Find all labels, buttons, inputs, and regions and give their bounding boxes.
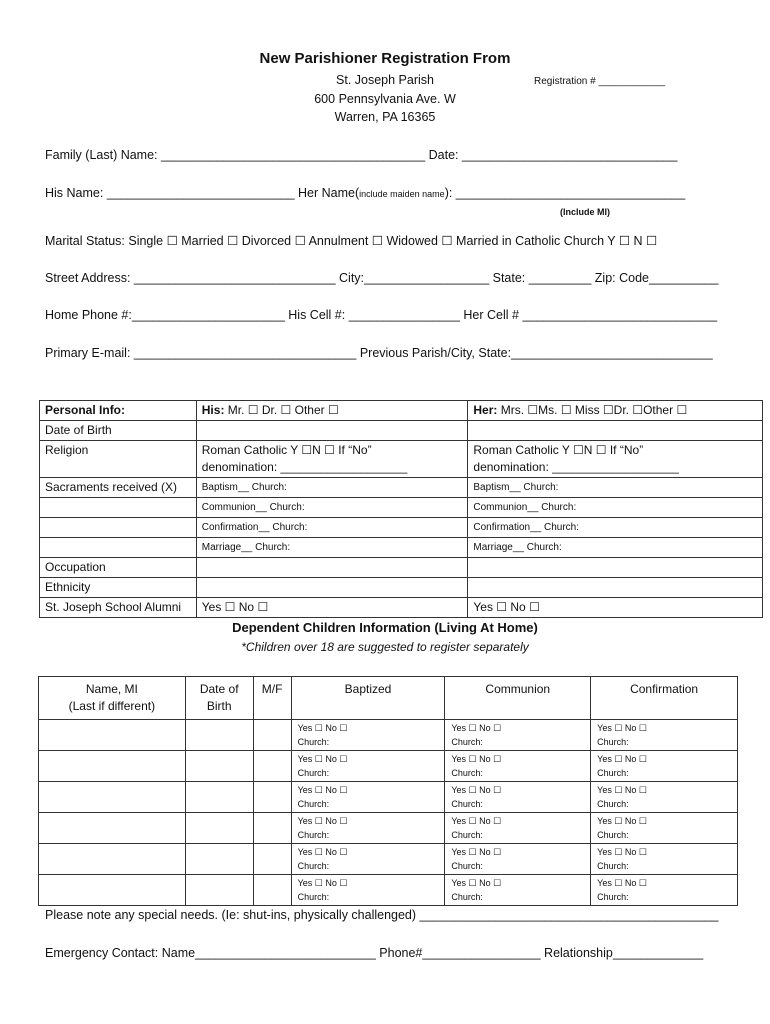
child-name-cell[interactable]	[39, 720, 186, 751]
child-dob-cell[interactable]	[185, 751, 253, 782]
yes-no-checkbox[interactable]: Yes ☐ No ☐	[597, 878, 647, 888]
yes-no-checkbox[interactable]: Yes ☐ No ☐	[297, 816, 348, 826]
child-mf-cell[interactable]	[253, 813, 291, 844]
table-row	[39, 782, 738, 813]
church-field[interactable]: Church:	[297, 892, 330, 902]
child-name-cell[interactable]	[39, 813, 186, 844]
email-parish-line[interactable]: Primary E-mail: ________________________________ Previous Parish/City, State:_____________________________	[45, 346, 713, 360]
table-row	[40, 578, 763, 598]
child-baptized-cell[interactable]	[291, 751, 445, 782]
child-dob-cell[interactable]	[185, 782, 253, 813]
church-field[interactable]: Church:	[451, 861, 483, 871]
table-row	[40, 401, 763, 421]
child-name-cell[interactable]	[39, 844, 186, 875]
child-dob-cell[interactable]	[185, 844, 253, 875]
family-name-date-line[interactable]: Family (Last) Name: ______________________________________ Date: _______________________________	[45, 148, 678, 162]
table-row	[39, 844, 738, 875]
her-ethnicity-cell[interactable]	[468, 578, 763, 598]
her-marriage-cell[interactable]: Marriage__ Church:	[468, 538, 763, 558]
children-table	[38, 676, 738, 906]
his-religion-cell[interactable]	[196, 441, 468, 478]
his-dob-cell[interactable]	[196, 421, 468, 441]
table-row	[40, 421, 763, 441]
child-communion-cell[interactable]	[445, 751, 591, 782]
ethnicity-label: Ethnicity	[40, 578, 197, 598]
children-note: *Children over 18 are suggested to register separately	[241, 640, 529, 654]
church-field[interactable]: Church:	[597, 768, 629, 778]
his-religion-line2: denomination: ___________________	[201, 460, 408, 474]
table-row	[40, 538, 763, 558]
child-communion-cell[interactable]	[445, 720, 591, 751]
church-field[interactable]: Church:	[297, 830, 330, 840]
table-row	[40, 598, 763, 618]
table-row	[39, 813, 738, 844]
yes-no-checkbox[interactable]: Yes ☐ No ☐	[451, 878, 502, 888]
his-marriage-cell[interactable]: Marriage__ Church:	[196, 538, 468, 558]
his-her-name-line[interactable]	[45, 186, 685, 200]
yes-no-checkbox[interactable]: Yes ☐ No ☐	[451, 723, 502, 733]
her-communion-cell[interactable]: Communion__ Church:	[468, 498, 763, 518]
child-baptized-cell[interactable]	[291, 813, 445, 844]
yes-no-checkbox[interactable]: Yes ☐ No ☐	[597, 754, 647, 764]
church-field[interactable]: Church:	[597, 892, 629, 902]
her-alumni-cell[interactable]: Yes ☐ No ☐	[468, 598, 763, 618]
religion-label: Religion	[40, 441, 197, 478]
yes-no-checkbox[interactable]: Yes ☐ No ☐	[297, 754, 348, 764]
col-dob-line2: Birth	[206, 699, 232, 713]
col-confirmation-header: Confirmation	[591, 677, 738, 720]
his-occupation-cell[interactable]	[196, 558, 468, 578]
his-alumni-cell[interactable]: Yes ☐ No ☐	[196, 598, 468, 618]
table-row	[39, 720, 738, 751]
child-confirmation-cell[interactable]	[591, 720, 738, 751]
her-label: Her:	[473, 403, 498, 417]
church-field[interactable]: Church:	[451, 737, 483, 747]
church-field[interactable]: Church:	[597, 830, 629, 840]
child-dob-cell[interactable]	[185, 813, 253, 844]
col-name-line2: (Last if different)	[68, 699, 156, 713]
col-mf-header: M/F	[253, 677, 291, 720]
alumni-label: St. Joseph School Alumni	[40, 598, 197, 618]
col-dob-line1: Date of	[199, 682, 239, 696]
child-communion-cell[interactable]	[445, 813, 591, 844]
child-communion-cell[interactable]	[445, 875, 591, 906]
sacraments-label: Sacraments received (X)	[40, 478, 197, 498]
street-address-line[interactable]: Street Address: _____________________________ City:__________________ State: _________ Zip: Code__________	[45, 271, 719, 285]
child-baptized-cell[interactable]	[291, 720, 445, 751]
parish-name: St. Joseph Parish	[336, 73, 434, 87]
child-confirmation-cell[interactable]	[591, 844, 738, 875]
child-mf-cell[interactable]	[253, 782, 291, 813]
marital-status-line[interactable]: Marital Status: Single ☐ Married ☐ Divorced ☐ Annulment ☐ Widowed ☐ Married in Catholic Church Y ☐ N ☐	[45, 234, 658, 248]
child-dob-cell[interactable]	[185, 720, 253, 751]
her-title-options[interactable]	[468, 401, 763, 421]
child-baptized-cell[interactable]	[291, 782, 445, 813]
child-name-cell[interactable]	[39, 782, 186, 813]
her-baptism-cell[interactable]: Baptism__ Church:	[468, 478, 763, 498]
child-name-cell[interactable]	[39, 875, 186, 906]
child-dob-cell[interactable]	[185, 875, 253, 906]
his-religion-line1: Roman Catholic Y ☐N ☐ If “No”	[201, 443, 372, 457]
child-baptized-cell[interactable]	[291, 875, 445, 906]
child-mf-cell[interactable]	[253, 875, 291, 906]
her-title-choices: Mrs. ☐Ms. ☐ Miss ☐Dr. ☐Other ☐	[497, 403, 688, 417]
church-field[interactable]: Church:	[297, 737, 330, 747]
child-baptized-cell[interactable]	[291, 844, 445, 875]
church-field[interactable]: Church:	[597, 737, 629, 747]
child-confirmation-cell[interactable]	[591, 751, 738, 782]
yes-no-checkbox[interactable]: Yes ☐ No ☐	[597, 816, 647, 826]
include-maiden-note: include maiden name	[359, 189, 445, 199]
his-title-options[interactable]	[196, 401, 468, 421]
child-communion-cell[interactable]	[445, 782, 591, 813]
table-row	[40, 478, 763, 498]
child-name-cell[interactable]	[39, 751, 186, 782]
church-field[interactable]: Church:	[297, 861, 330, 871]
child-confirmation-cell[interactable]	[591, 875, 738, 906]
parish-address-line2: Warren, PA 16365	[334, 110, 436, 124]
table-row	[39, 875, 738, 906]
yes-no-checkbox[interactable]: Yes ☐ No ☐	[451, 785, 502, 795]
personal-info-table	[39, 400, 763, 618]
his-confirmation-cell[interactable]: Confirmation__ Church:	[196, 518, 468, 538]
yes-no-checkbox[interactable]: Yes ☐ No ☐	[297, 847, 348, 857]
child-mf-cell[interactable]	[253, 751, 291, 782]
col-name-header	[39, 677, 186, 720]
yes-no-checkbox[interactable]: Yes ☐ No ☐	[451, 816, 502, 826]
church-field[interactable]: Church:	[451, 799, 483, 809]
church-field[interactable]: Church:	[451, 892, 483, 902]
children-rows	[39, 720, 738, 906]
child-mf-cell[interactable]	[253, 720, 291, 751]
his-communion-cell[interactable]: Communion__ Church:	[196, 498, 468, 518]
col-communion-header: Communion	[445, 677, 591, 720]
his-title-choices: Mr. ☐ Dr. ☐ Other ☐	[224, 403, 339, 417]
special-needs-line[interactable]: Please note any special needs. (Ie: shut-ins, physically challenged) ___________________________________________	[45, 908, 719, 922]
empty-label-cell	[40, 498, 197, 518]
emergency-contact-line[interactable]: Emergency Contact: Name__________________________ Phone#_________________ Relationship_____________	[45, 946, 704, 960]
yes-no-checkbox[interactable]: Yes ☐ No ☐	[297, 723, 348, 733]
yes-no-checkbox[interactable]: Yes ☐ No ☐	[597, 785, 647, 795]
yes-no-checkbox[interactable]: Yes ☐ No ☐	[597, 847, 647, 857]
occupation-label: Occupation	[40, 558, 197, 578]
child-mf-cell[interactable]	[253, 844, 291, 875]
yes-no-checkbox[interactable]: Yes ☐ No ☐	[597, 723, 647, 733]
church-field[interactable]: Church:	[597, 799, 629, 809]
church-field[interactable]: Church:	[297, 799, 330, 809]
his-name-label: His Name: ___________________________ Her Name(	[45, 186, 360, 200]
empty-label-cell	[40, 518, 197, 538]
her-occupation-cell[interactable]	[468, 558, 763, 578]
phone-line[interactable]: Home Phone #:______________________ His Cell #: ________________ Her Cell # ____________________________	[45, 308, 718, 322]
yes-no-checkbox[interactable]: Yes ☐ No ☐	[297, 878, 348, 888]
his-label: His:	[201, 403, 225, 417]
table-header-row	[39, 677, 738, 720]
parish-address-line1: 600 Pennsylvania Ave. W	[314, 92, 456, 106]
personal-info-label: Personal Info:	[40, 401, 197, 421]
church-field[interactable]: Church:	[297, 768, 330, 778]
col-name-line1: Name, MI	[85, 682, 138, 696]
her-religion-line1: Roman Catholic Y ☐N ☐ If “No”	[473, 443, 644, 457]
registration-number-field[interactable]: Registration # ____________	[534, 76, 666, 87]
his-ethnicity-cell[interactable]	[196, 578, 468, 598]
child-confirmation-cell[interactable]	[591, 813, 738, 844]
child-communion-cell[interactable]	[445, 844, 591, 875]
children-section-title: Dependent Children Information (Living At Home)	[232, 620, 538, 635]
table-row	[40, 441, 763, 478]
yes-no-checkbox[interactable]: Yes ☐ No ☐	[451, 847, 502, 857]
include-mi-note: (Include MI)	[560, 207, 610, 217]
her-confirmation-cell[interactable]: Confirmation__ Church:	[468, 518, 763, 538]
page-title: New Parishioner Registration From	[259, 50, 511, 67]
her-religion-cell[interactable]	[468, 441, 763, 478]
her-religion-line2: denomination: ___________________	[473, 460, 679, 474]
empty-label-cell	[40, 538, 197, 558]
his-baptism-cell[interactable]: Baptism__ Church:	[196, 478, 468, 498]
table-row	[40, 498, 763, 518]
church-field[interactable]: Church:	[451, 830, 483, 840]
yes-no-checkbox[interactable]: Yes ☐ No ☐	[297, 785, 348, 795]
her-name-field: ): _________________________________	[444, 186, 686, 200]
table-row	[40, 558, 763, 578]
child-confirmation-cell[interactable]	[591, 782, 738, 813]
her-dob-cell[interactable]	[468, 421, 763, 441]
table-row	[40, 518, 763, 538]
dob-label: Date of Birth	[40, 421, 197, 441]
table-row	[39, 751, 738, 782]
church-field[interactable]: Church:	[597, 861, 629, 871]
church-field[interactable]: Church:	[451, 768, 483, 778]
yes-no-checkbox[interactable]: Yes ☐ No ☐	[451, 754, 502, 764]
col-baptized-header: Baptized	[291, 677, 445, 720]
col-dob-header	[185, 677, 253, 720]
